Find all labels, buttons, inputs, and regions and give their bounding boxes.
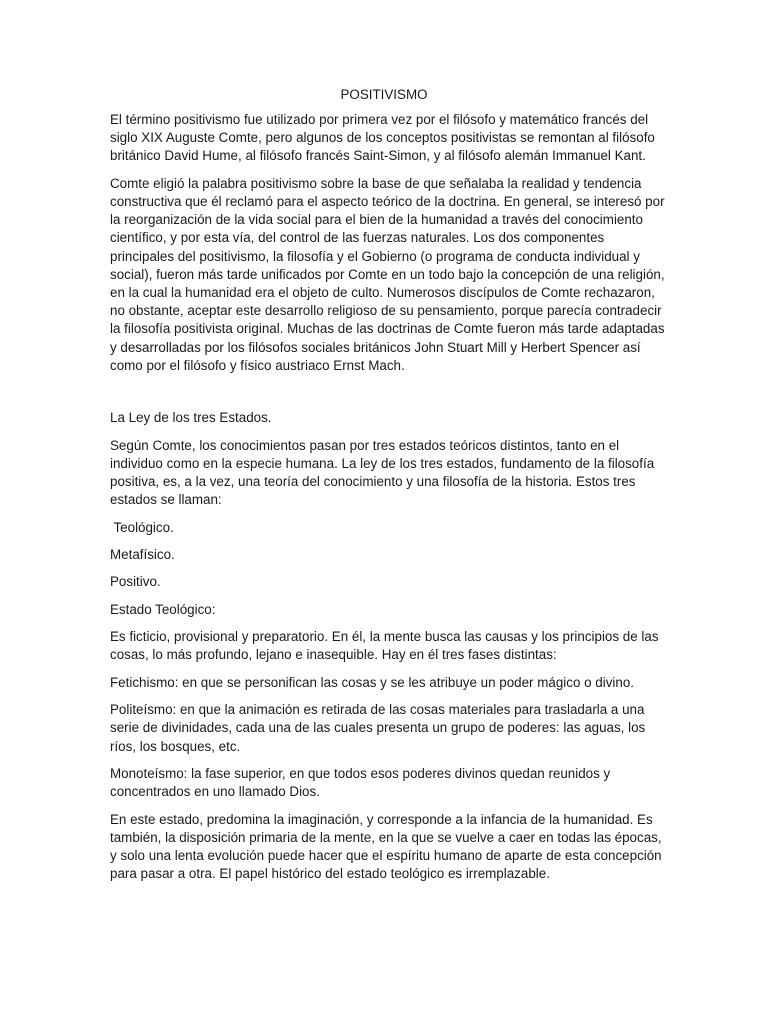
paragraph-theological-conclusion: En este estado, predomina la imaginación, y corresponde a la infancia de la humanidad. Es también, la disposición primaria de la mente, en la que se vuelve a caer en todas las épocas, y solo una lenta evolución puede hacer que el espíritu humano de aparte de esta concepción para pasar a otra. El papel histórico del estado teológico es irremplazable.: [110, 811, 662, 882]
list-item-positive: Positivo.: [110, 574, 161, 590]
paragraph-theological-description: Es ficticio, provisional y preparatorio. En él, la mente busca las causas y los principios de las cosas, lo más profundo, lejano e inasequible. Hay en él tres fases distintas:: [110, 629, 659, 663]
paragraph-polytheism: Politeísmo: en que la animación es retirada de las cosas materiales para trasladarla a una serie de divinidades, cada una de las cuales presenta un grupo de poderes: las aguas, los ríos, los bosques, etc.: [110, 702, 646, 754]
list-item-theological: Teológico.: [110, 519, 174, 535]
list-item-metaphysical: Metafísico.: [110, 547, 175, 562]
paragraph-fetichism: Fetichismo: en que se personifican las cosas y se les atribuye un poder mágico o divino.: [110, 674, 635, 690]
subheading-theological-state: Estado Teológico:: [110, 601, 216, 617]
document-title: POSITIVISMO: [340, 87, 428, 102]
document-body: [110, 111, 670, 893]
paragraph-monotheism: Monoteísmo: la fase superior, en que todos esos poderes divinos quedan reunidos y concentrados en uno llamado Dios.: [110, 765, 611, 800]
paragraph-intro: El término positivismo fue utilizado por primera vez por el filósofo y matemático francés del siglo XIX Auguste Comte, pero algunos de los conceptos positivistas se remontan al filósofo británico David Hume, al filósofo francés Saint-Simon, y al filósofo alemán Immanuel Kant.: [110, 112, 655, 164]
section-heading-three-states: La Ley de los tres Estados.: [110, 410, 272, 426]
paragraph-comte-positivism: Comte eligió la palabra positivismo sobre la base de que señalaba la realidad y tendencia constructiva que él reclamó para el aspecto teórico de la doctrina. En general, se interesó por la reorganización de la vida social para el bien de la humanidad a través del conocimiento científico, y por esta vía, del control de las fuerzas naturales. Los dos componentes principales del positivismo, la filosofía y el Gobierno (o programa de conducta individual y social), fueron más tarde unificados por Comte en un todo bajo la concepción de una religión, en la cual la humanidad era el objeto de culto. Numerosos discípulos de Comte rechazaron, no obstante, aceptar este desarrollo religioso de su pensamiento, porque parecía contradecir la filosofía positivista original. Muchas de las doctrinas de Comte fueron más tarde adaptadas y desarrolladas por los filósofos sociales británicos John Stuart Mill y Herbert Spencer así como por el filósofo y físico austriaco Ernst Mach.: [110, 175, 665, 373]
section-spacer: [110, 384, 670, 409]
paragraph-three-states: Según Comte, los conocimientos pasan por tres estados teóricos distintos, tanto en el individuo como en la especie humana. La ley de los tres estados, fundamento de la filosofía positiva, es, a la vez, una teoría del conocimiento y una filosofía de la historia. Estos tres estados se llaman:: [110, 437, 655, 508]
